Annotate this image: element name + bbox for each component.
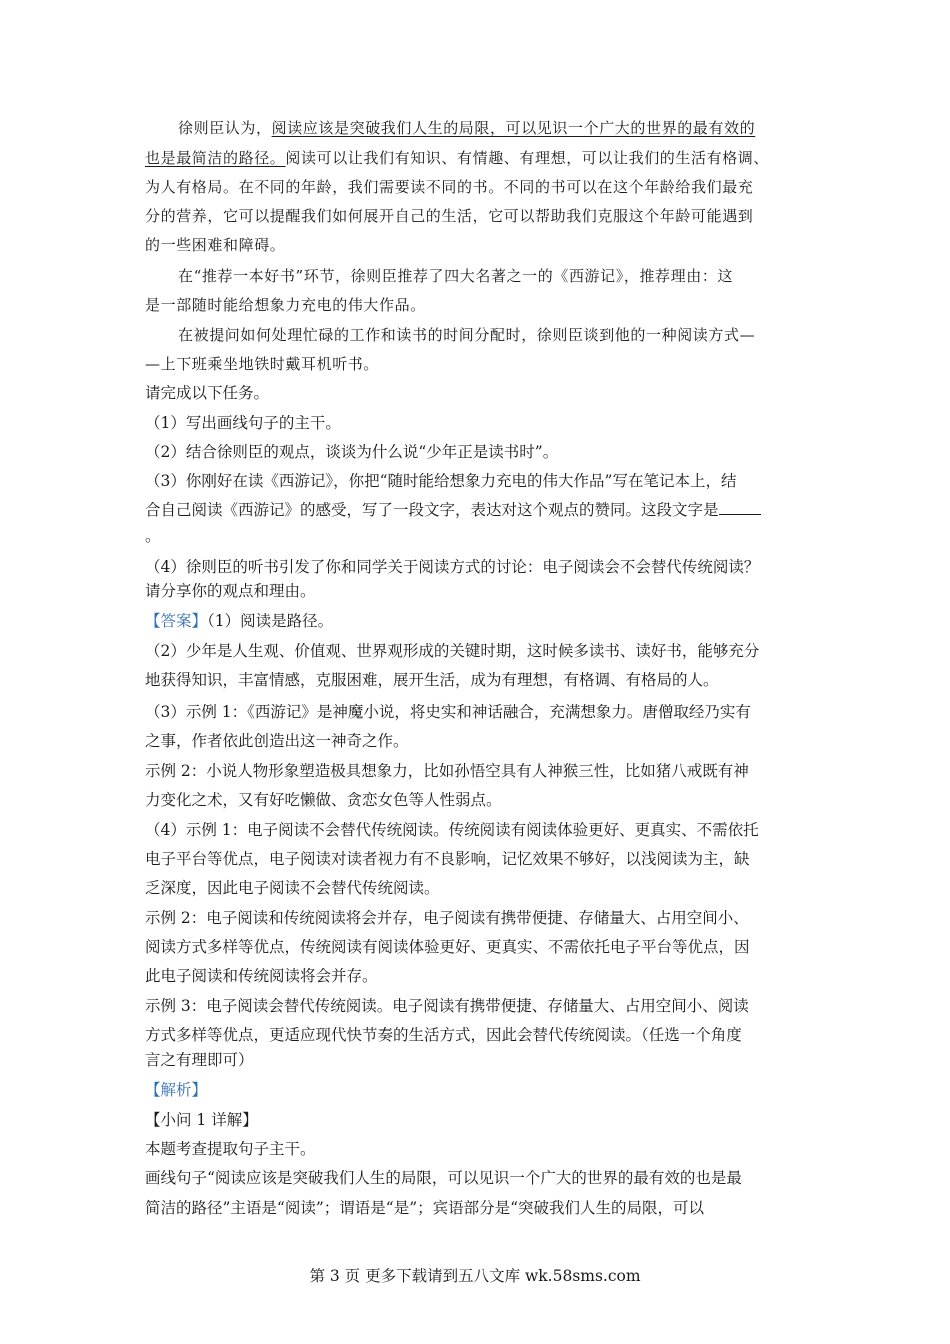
analysis-line: 画线句子“阅读应该是突破我们人生的局限，可以见识一个广大的世界的最有效的也是最 <box>145 1169 742 1187</box>
passage-line: 分的营养，它可以提醒我们如何展开自己的生活，它可以帮助我们克服这个年龄可能遇到 <box>145 207 754 225</box>
answer-line <box>145 611 333 631</box>
passage-text: 阅读可以让我们有知识、有情趣、有理想，可以让我们的生活有格调、 <box>285 149 770 167</box>
answer-line: 电子平台等优点，电子阅读对读者视力有不良影响，记忆效果不够好，以浅阅读为主，缺 <box>145 850 750 868</box>
passage-line <box>145 148 769 168</box>
answer-line: （3）示例 1：《西游记》是神魔小说，将史实和神话融合，充满想象力。唐僧取经乃实有 <box>145 703 751 721</box>
answer-line: 力变化之术，又有好吃懒做、贪恋女色等人性弱点。 <box>145 791 502 809</box>
question-4-line: （4）徐则臣的听书引发了你和同学关于阅读方式的讨论：电子阅读会不会替代传统阅读？ <box>145 558 760 576</box>
answer-line: 示例 2：电子阅读和传统阅读将会并存，电子阅读有携带便捷、存储量大、占用空间小、 <box>145 909 749 927</box>
answer-line: 示例 2：小说人物形象塑造极具想象力，比如孙悟空具有人神猴三性，比如猪八戒既有神 <box>145 762 749 780</box>
answer-line: 乏深度，因此电子阅读不会替代传统阅读。 <box>145 879 440 897</box>
underlined-sentence: 阅读应该是突破我们人生的局限，可以见识一个广大的世界的最有效的 <box>271 119 756 137</box>
question-2: （2）结合徐则臣的观点，谈谈为什么说“少年正是读书时”。 <box>145 443 559 461</box>
sub-question-heading: 【小问 1 详解】 <box>145 1111 258 1129</box>
passage-text: 徐则臣认为， <box>178 119 272 137</box>
question-3-line: 。 <box>145 527 161 545</box>
question-3-text: 合自己阅读《西游记》的感受，写了一段文字，表达对这个观点的赞同。这段文字是 <box>145 501 719 519</box>
analysis-line: 简洁的路径”主语是“阅读”；谓语是“是”；宾语部分是“突破我们人生的局限，可以 <box>145 1199 705 1217</box>
analysis-line: 本题考查提取句子主干。 <box>145 1140 316 1158</box>
passage-line: 在“推荐一本好书”环节，徐则臣推荐了四大名著之一的《西游记》，推荐理由：这 <box>178 267 734 285</box>
answer-line: （4）示例 1：电子阅读不会替代传统阅读。传统阅读有阅读体验更好、更真实、不需依托 <box>145 821 759 839</box>
passage-line: —上下班乘坐地铁时戴耳机听书。 <box>145 355 380 373</box>
passage-line <box>178 118 755 138</box>
answer-line: 阅读方式多样等优点，传统阅读有阅读体验更好、更真实、不需依托电子平台等优点，因 <box>145 938 750 956</box>
passage-line: 在被提问如何处理忙碌的工作和读书的时间分配时，徐则臣谈到他的一种阅读方式— <box>178 326 756 344</box>
answer-1: （1）阅读是路径。 <box>207 612 334 630</box>
task-intro: 请完成以下任务。 <box>145 384 270 402</box>
passage-line: 是一部随时能给想象力充电的伟大作品。 <box>145 296 426 314</box>
answer-line: 示例 3：电子阅读会替代传统阅读。电子阅读有携带便捷、存储量大、占用空间小、阅读 <box>145 997 749 1015</box>
analysis-tag: 【解析】 <box>145 1081 208 1099</box>
question-1: （1）写出画线句子的主干。 <box>145 414 341 432</box>
question-3-line: （3）你刚好在读《西游记》，你把“随时能给想象力充电的伟大作品”写在笔记本上，结 <box>145 472 737 490</box>
underlined-sentence: 也是最简洁的路径。 <box>145 149 286 167</box>
answer-line: 方式多样等优点，更适应现代快节奏的生活方式，因此会替代传统阅读。（任选一个角度 <box>145 1026 742 1044</box>
answer-blank <box>719 500 761 515</box>
answer-line: （2）少年是人生观、价值观、世界观形成的关键时期，这时候多读书、读好书，能够充分 <box>145 642 760 660</box>
passage-line: 为人有格局。在不同的年龄，我们需要读不同的书。不同的书可以在这个年龄给我们最充 <box>145 178 754 196</box>
answer-line: 之事，作者依此创造出这一神奇之作。 <box>145 732 409 750</box>
question-4-line: 请分享你的观点和理由。 <box>145 582 316 600</box>
answer-line: 此电子阅读和传统阅读将会并存。 <box>145 967 378 985</box>
answer-line: 言之有理即可） <box>145 1051 254 1069</box>
passage-line: 的一些困难和障碍。 <box>145 236 286 254</box>
answer-line: 地获得知识，丰富情感，克服困难，展开生活，成为有理想，有格调、有格局的人。 <box>145 671 719 689</box>
page-footer: 第 3 页 更多下载请到五八文库 wk.58sms.com <box>309 1267 641 1285</box>
answer-tag: 【答案】 <box>145 612 208 630</box>
question-3-line <box>145 500 761 520</box>
